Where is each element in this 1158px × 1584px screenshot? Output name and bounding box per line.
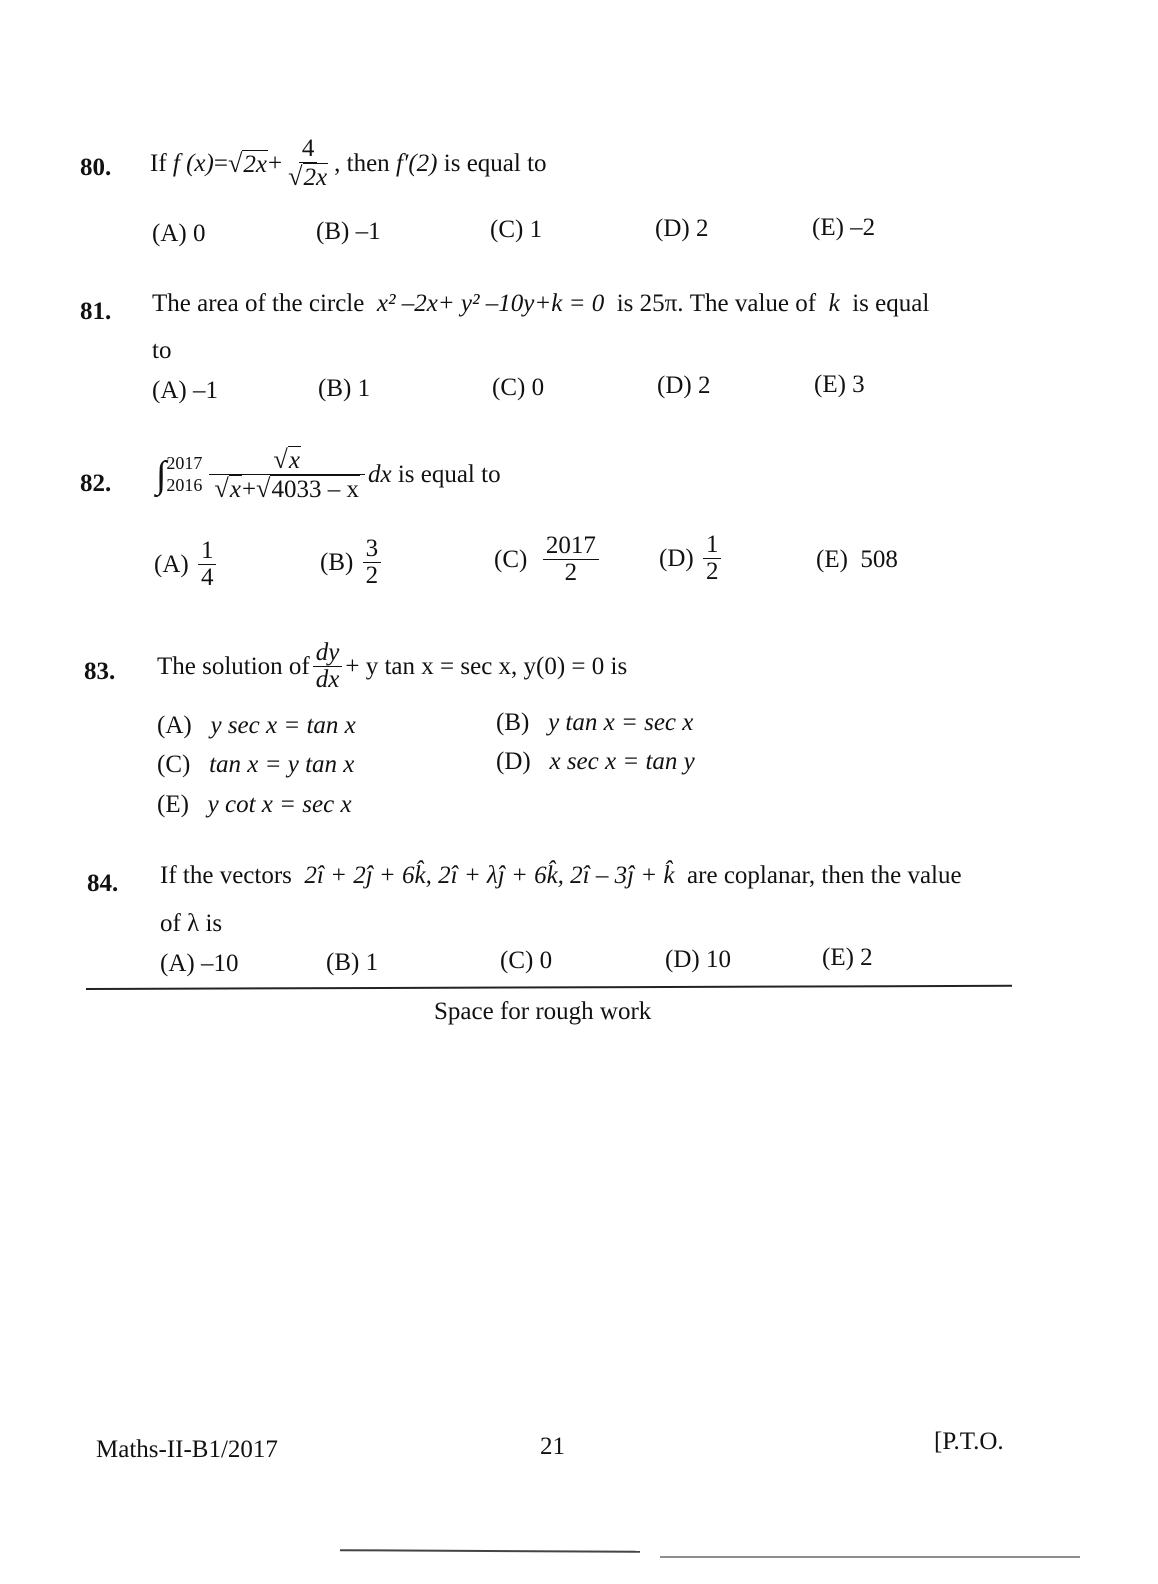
- footer-pto: [P.T.O.: [934, 1428, 1004, 1455]
- question-number-82: 82.: [80, 470, 112, 497]
- footer-page-number: 21: [540, 1433, 565, 1460]
- q84-option-d: (D) 10: [665, 946, 731, 973]
- q80-fraction: [285, 136, 331, 192]
- q84-lead: If the vectors: [160, 862, 292, 889]
- question-number-84: 84.: [87, 870, 119, 897]
- q82-fraction: [209, 446, 365, 504]
- q82-option-a-num: 1: [198, 538, 217, 565]
- q80-fprime: f′(2): [395, 149, 438, 177]
- q83-frac-num: dy: [313, 640, 343, 667]
- q82-dx: dx: [367, 460, 392, 488]
- q82-option-c: [494, 533, 602, 587]
- rough-work-divider: [86, 985, 1012, 990]
- q82-option-b-den: 2: [365, 562, 379, 590]
- q84-tail: are coplanar, then the value: [687, 862, 962, 889]
- q82-option-a: [154, 538, 219, 592]
- q83-option-c: [157, 751, 354, 779]
- q82-option-d-num: 1: [703, 532, 722, 559]
- q80-tail: is equal to: [443, 149, 547, 177]
- q82-option-c-num: 2017: [543, 533, 599, 560]
- q82-integral-sign: ∫: [156, 453, 167, 496]
- q80-frac-numerator: 4: [299, 136, 318, 163]
- q83-option-d-text: x sec x = tan y: [549, 748, 695, 775]
- q82-limits: [166, 453, 202, 496]
- q80-option-e: (E) –2: [812, 214, 876, 241]
- q83-option-b-label: (B): [496, 709, 530, 736]
- q80-option-a: (A) 0: [152, 220, 206, 247]
- q80-den-radicand: 2x: [303, 164, 328, 192]
- q82-option-e-label: (E): [816, 546, 848, 573]
- q83-option-e-text: y cot x = sec x: [207, 791, 352, 818]
- question-number-81: 81.: [80, 298, 112, 325]
- question-number-83: 83.: [84, 658, 116, 685]
- q82-option-b-label: (B): [320, 548, 354, 576]
- q81-line2: to: [152, 337, 172, 364]
- q81-option-e: (E) 3: [814, 371, 865, 398]
- q83-lead: The solution of: [157, 652, 310, 680]
- q84-option-b: (B) 1: [326, 949, 379, 976]
- q83-option-a: [157, 712, 356, 740]
- q80-option-d: (D) 2: [655, 215, 709, 242]
- q81-option-b: (B) 1: [318, 375, 371, 402]
- q81-option-c: (C) 0: [492, 374, 545, 401]
- q82-option-e-value: 508: [860, 546, 898, 573]
- q80-fx: f (x): [172, 149, 214, 177]
- q81-tail: is equal: [852, 290, 930, 317]
- q83-frac-den: dx: [315, 666, 340, 694]
- question-80-stem: [150, 136, 547, 192]
- q83-option-b: [496, 709, 693, 737]
- q82-option-a-den: 4: [200, 564, 214, 592]
- q80-option-b: (B) –1: [316, 218, 381, 245]
- q84-vectors: 2î + 2ĵ + 6k̂, 2î + λĵ + 6k̂, 2î – 3ĵ + k̂: [304, 862, 675, 889]
- q81-option-d: (D) 2: [657, 372, 711, 399]
- q80-frac-denominator: √2x: [288, 162, 328, 192]
- q81-mid: is 25π. The value of: [616, 290, 817, 317]
- q81-k: k: [828, 290, 840, 317]
- q84-option-c: (C) 0: [500, 947, 553, 974]
- q83-option-d-label: (D): [496, 748, 531, 775]
- q82-option-b-num: 3: [363, 536, 382, 563]
- q83-option-a-label: (A): [157, 712, 192, 739]
- question-83-stem: [157, 640, 627, 694]
- q82-num-radicand: x: [288, 447, 300, 474]
- q82-tail: is equal to: [397, 460, 501, 488]
- q83-option-c-text: tan x = y tan x: [209, 751, 355, 778]
- q82-option-d: [659, 532, 724, 586]
- q82-option-d-label: (D): [659, 544, 694, 572]
- q83-option-e: [157, 791, 352, 819]
- question-82-stem: [156, 446, 501, 504]
- q80-eq: =: [213, 149, 228, 177]
- q82-option-d-den: 2: [705, 558, 719, 586]
- q80-then: then: [346, 149, 390, 177]
- scan-artifact-line-2: [660, 1556, 1080, 1558]
- q83-option-b-text: y tan x = sec x: [548, 709, 694, 736]
- q84-line2: of λ is: [160, 910, 223, 937]
- q82-denominator: √x+√4033 – x: [214, 474, 359, 504]
- q80-option-c: (C) 1: [490, 216, 543, 243]
- scan-artifact-line: [340, 1549, 640, 1552]
- rough-work-label: Space for rough work: [434, 998, 652, 1025]
- q82-option-b: [320, 536, 384, 590]
- q82-option-c-label: (C): [494, 545, 528, 573]
- question-81-stem: [152, 290, 929, 318]
- q83-fraction: [313, 640, 343, 694]
- q82-numerator: √x: [209, 446, 365, 475]
- q82-lower-limit: 2016: [166, 474, 203, 495]
- q80-plus: +: [268, 149, 283, 177]
- q82-den-radicand-2: 4033 – x: [271, 476, 359, 504]
- q84-option-e: (E) 2: [822, 944, 873, 971]
- question-number-80: 80.: [80, 154, 112, 181]
- q83-option-d: [496, 748, 695, 776]
- q82-option-a-label: (A): [154, 550, 189, 578]
- q82-option-e: [816, 546, 898, 574]
- footer-paper-code: Maths-II-B1/2017: [96, 1436, 278, 1463]
- q80-radicand: 2x: [243, 150, 267, 178]
- q82-option-c-den: 2: [564, 559, 578, 587]
- q83-option-e-label: (E): [157, 791, 189, 818]
- q82-den-plus: +: [241, 476, 257, 504]
- q83-option-c-label: (C): [157, 751, 191, 778]
- q84-option-a: (A) –10: [160, 950, 239, 977]
- q83-tail: + y tan x = sec x, y(0) = 0 is: [345, 652, 628, 680]
- question-84-stem: [160, 862, 962, 890]
- q80-sqrt-term: √2x: [227, 148, 267, 178]
- q81-equation: x² –2x+ y² –10y+k = 0: [376, 290, 605, 317]
- q80-lead: If: [150, 149, 167, 177]
- q81-option-a: (A) –1: [152, 377, 218, 404]
- q82-upper-limit: 2017: [166, 453, 203, 474]
- q82-den-radicand-1: x: [229, 476, 241, 504]
- q83-option-a-text: y sec x = tan x: [210, 712, 356, 739]
- q80-comma: ,: [334, 149, 341, 177]
- q81-lead: The area of the circle: [152, 290, 365, 317]
